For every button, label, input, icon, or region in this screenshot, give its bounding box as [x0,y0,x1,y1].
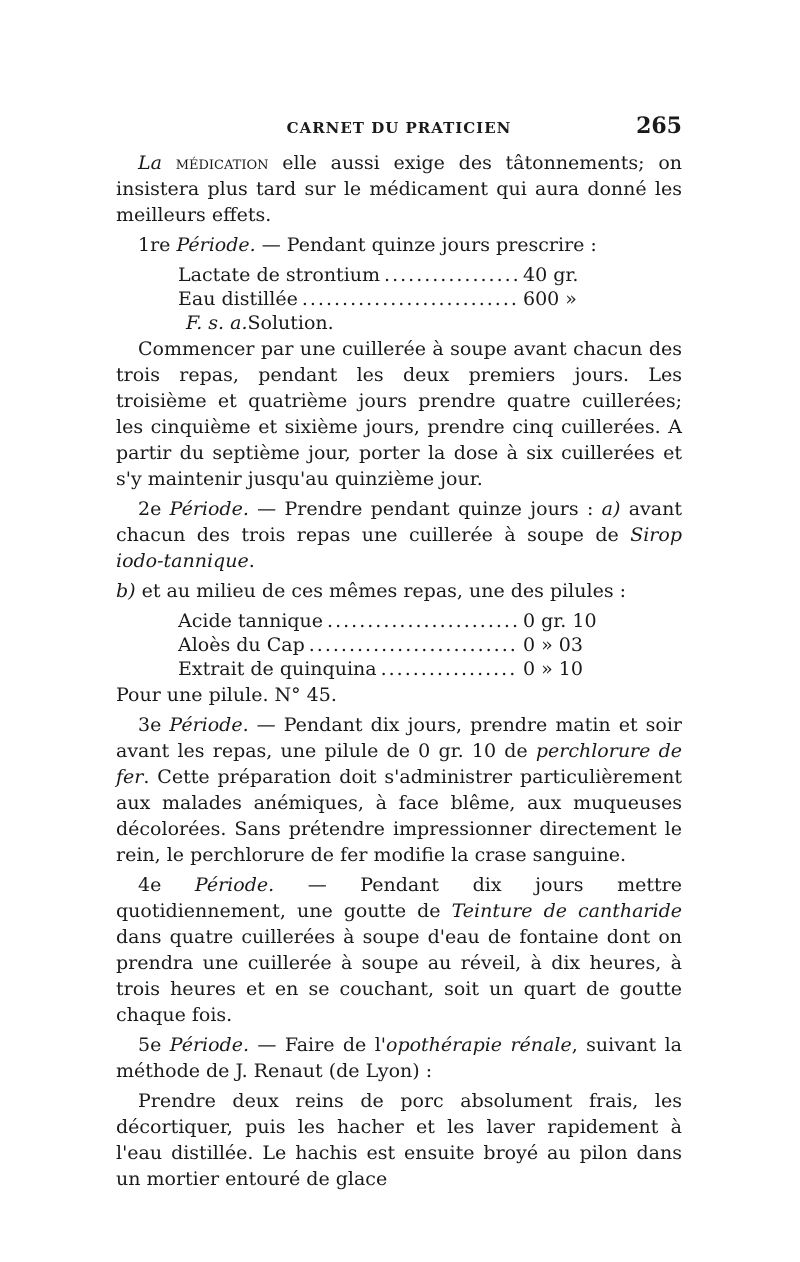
ingredient-name: Eau distillée [178,288,298,310]
period-text: , suivant la méthode de J. Renaut (de Lyon) : [116,1034,682,1082]
page-header [116,113,682,143]
item-marker: b) [116,580,136,602]
period-text: . Cette préparation doit s'administrer particulièrement aux malades anémiques, à face blême, aux muqueuses décolorées. Sans prétendre impressionner directement le rein, le perchlorure de fer modifie la crase sanguine. [116,766,682,866]
period-number: 3e [138,714,162,736]
period-text: . [248,550,255,572]
period-text: — Pendant quinze jours prescrire : [255,234,597,256]
period-text: avant chacun des trois repas une cuillerée à soupe de [116,498,682,546]
remedy-name: opothérapie rénale [386,1034,572,1056]
prescription-line [178,286,628,310]
ingredient-name: Lactate de strontium [178,264,381,286]
period-number: 2e [138,498,162,520]
prescription-2 [178,608,628,680]
period-text: — Pendant dix jours, prendre matin et soir avant les repas, une pilule de 0 gr. 10 de [116,714,682,762]
prescription-line [178,656,628,680]
leader-dots [309,632,519,658]
remedy-name: Sirop iodo-tannique [116,524,682,572]
period-label: Période. [161,498,249,520]
prescription-instruction [186,310,628,334]
leader-dots [384,262,519,288]
item-marker: a) [601,498,621,520]
period-label: Période. [161,714,249,736]
ingredient-quantity: 600 » [523,288,577,310]
remedy-name: Teinture de cantharide [451,900,682,922]
period-label: Période. [170,234,256,256]
period-3-paragraph [116,712,682,868]
page-number: 265 [636,113,682,139]
ingredient-name: Acide tannique [178,610,324,632]
fsa-abbrev: F. s. a. [186,312,248,334]
ingredient-name: Aloès du Cap [178,634,305,656]
paragraph-pills [116,578,682,604]
paragraph-dosage: Commencer par une cuillerée à soupe avant chacun des trois repas, pendant les deux premiers jours. Les troisième et quatrième jours prendre quatre cuillerées; les cinquième et sixième jours, prendre cinq cuillerées. A partir du septième jour, porter la dose à six cuillerées et s'y maintenir jusqu'au quinzième jour. [116,338,682,490]
period-text: — Pendant dix jours mettre quotidiennement, une goutte de [116,874,682,922]
ingredient-quantity: 0 » 10 [523,658,583,680]
paragraph-medication [116,150,682,228]
period-number: 4e [138,874,162,896]
smallcaps-word: médication [175,152,269,174]
prescription-line [178,262,628,286]
prescription-line [178,608,628,632]
prescription-line [178,632,628,656]
period-1-heading [116,232,682,258]
period-number: 5e [138,1034,162,1056]
ingredient-quantity: 0 gr. 10 [523,610,597,632]
leader-dots [327,608,519,634]
paragraph-procedure: Prendre deux reins de porc absolument frais, les décortiquer, puis les hacher et les laver rapidement à l'eau distillée. Le hachis est ensuite broyé au pilon dans un mortier entouré de glace [116,1090,682,1190]
prescription-1 [178,262,628,334]
paragraph-text: et au milieu de ces mêmes repas, une des pilules : [135,580,627,602]
page-body [116,150,682,1196]
prescription-footer: Pour une pilule. N° 45. [116,684,337,706]
paragraph-text: elle aussi exige des tâtonnements; on insistera plus tard sur le médicament qui aura donné les meilleurs effets. [116,152,682,226]
period-text: — Faire de l' [248,1034,386,1056]
period-2-heading [116,496,682,574]
lead-word: La [138,152,162,174]
leader-dots [302,286,519,312]
period-label: Période. [161,874,275,896]
period-number: 1re [138,234,171,256]
ingredient-quantity: 40 gr. [523,264,579,286]
period-text: dans quatre cuillerées à soupe d'eau de fontaine dont on prendra une cuillerée à soupe au réveil, à dix heures, à trois heures et en se couchant, soit un quart de goutte chaque fois. [116,926,682,1026]
period-4-paragraph [116,872,682,1028]
fsa-text: Solution. [247,312,334,334]
running-title: CARNET DU PRATICIEN [286,119,512,137]
period-5-paragraph [116,1032,682,1084]
ingredient-name: Extrait de quinquina [178,658,377,680]
period-text: — Prendre pendant quinze jours : [248,498,602,520]
period-label: Période. [161,1034,249,1056]
remedy-name: perchlorure de fer [116,740,682,788]
ingredient-quantity: 0 » 03 [523,634,583,656]
leader-dots [381,656,519,682]
